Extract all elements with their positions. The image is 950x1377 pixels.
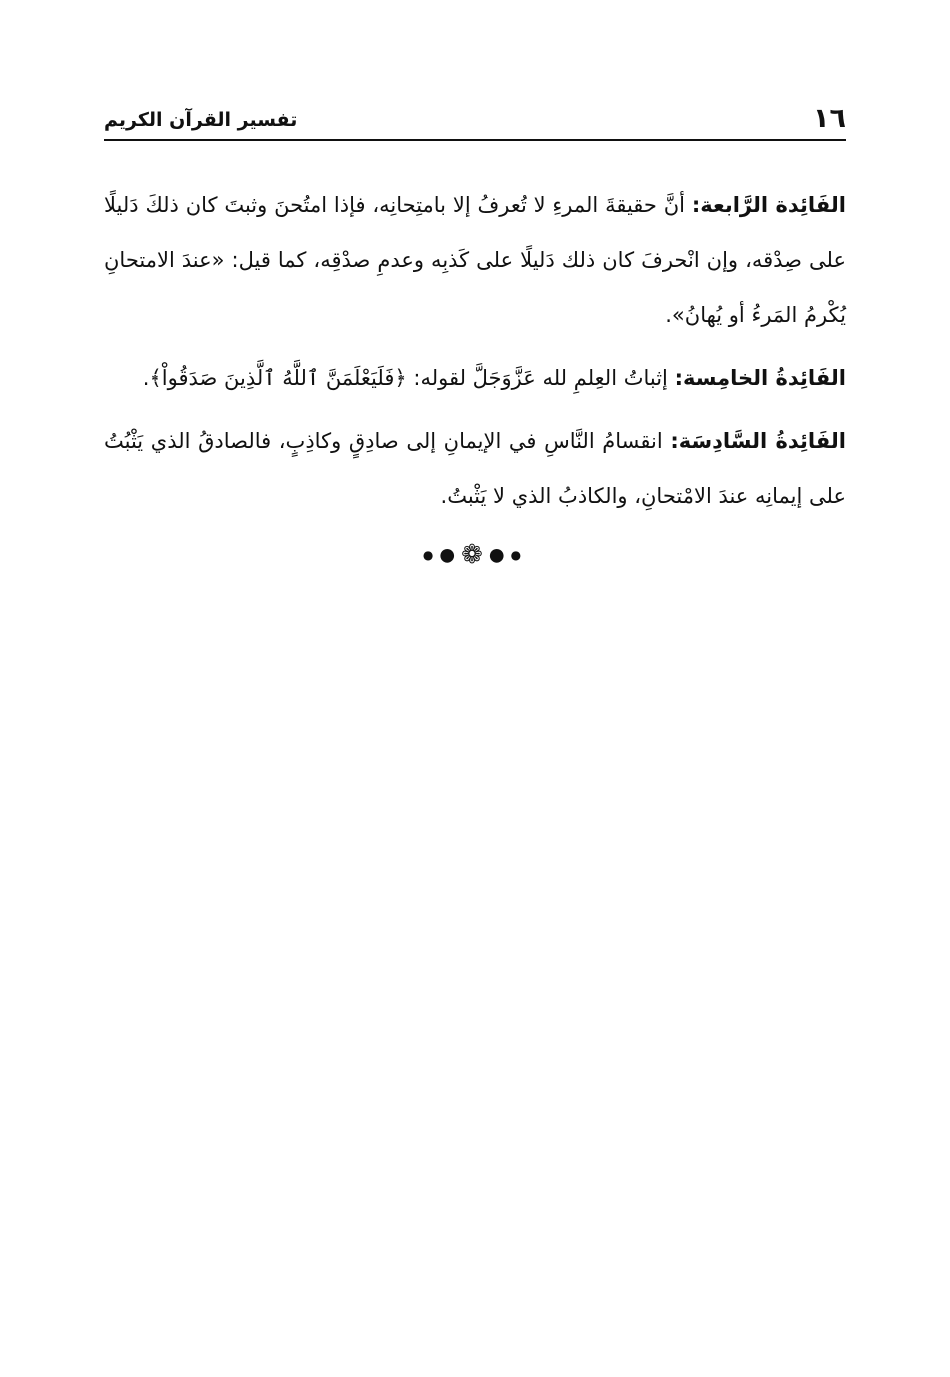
running-title: تفسير القرآن الكريم xyxy=(104,109,298,131)
paragraph-body: إثباتُ العِلمِ لله عَزَّوَجَلَّ لقوله: xyxy=(406,366,675,390)
paragraph-label: الفَائِدةُ الخامِسة: xyxy=(674,366,846,390)
paragraph-sixth-benefit xyxy=(104,414,846,524)
page-number: ١٦ xyxy=(813,103,846,134)
dot-icon: ● xyxy=(510,548,528,562)
quran-quote: ﴿فَلَيَعْلَمَنَّ ٱللَّهُ ٱلَّذِينَ صَدَقُواْ﴾ xyxy=(149,366,407,390)
paragraph-label: الفَائِدةُ السَّادِسَة: xyxy=(670,429,846,453)
header-rule xyxy=(104,139,846,141)
dot-icon: ● xyxy=(422,548,440,562)
page-header xyxy=(104,96,846,136)
paragraph-label: الفَائِدة الرَّابعة: xyxy=(691,193,847,217)
flower-ornament-icon: ❁ xyxy=(461,540,489,570)
paragraph-end: . xyxy=(142,366,150,390)
paragraph-fifth-benefit xyxy=(104,351,846,406)
paragraph-body: انقسامُ النَّاسِ في الإيمانِ إلى صادِقٍ وكاذِبٍ، فالصادقُ الذي يَثْبُتُ على إيمانِه عندَ الامْتحانِ، والكاذبُ الذي لا يَثْبتُ. xyxy=(104,429,846,508)
paragraph-body: أنَّ حقيقةَ المرءِ لا تُعرفُ إلا بامتِحانِه، فإذا امتُحنَ وثبتَ كان ذلكَ دَليلًا على صِدْقه، وإن انْحرفَ كان ذلك دَليلًا على كَذبِه وعدمِ صدْقِه، كما قيل: «عندَ الامتحانِ يُكْرمُ المَرءُ أو يُهانُ». xyxy=(104,193,846,327)
section-end-ornament xyxy=(0,540,950,570)
paragraph-fourth-benefit xyxy=(104,178,846,343)
dot-icon: ● xyxy=(439,544,462,566)
main-text xyxy=(104,178,846,532)
dot-icon: ● xyxy=(488,544,511,566)
